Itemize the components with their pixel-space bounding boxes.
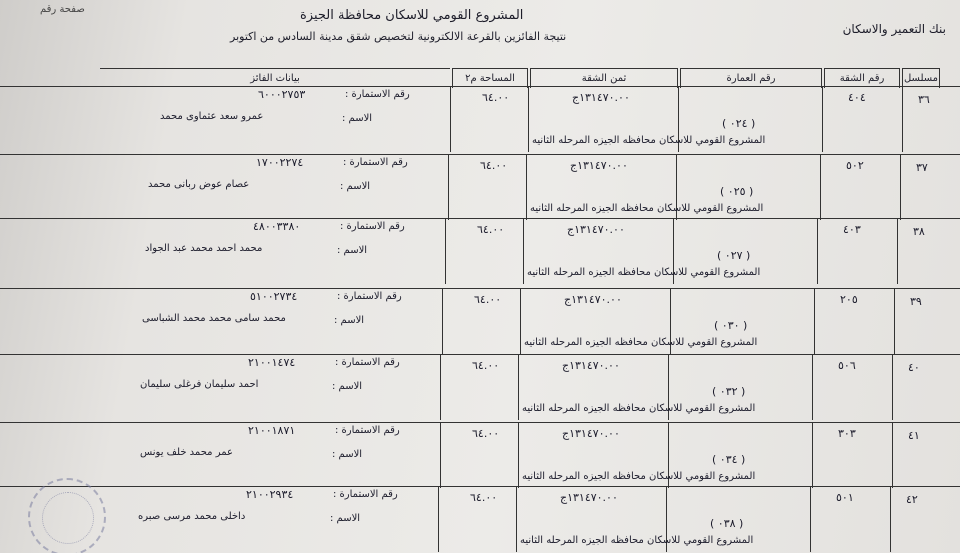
table-row (0, 218, 960, 284)
column-divider (810, 487, 811, 552)
area-cell: ٦٤.٠٠ (474, 293, 502, 306)
project-name-cell: المشروع القومي للاسكان محافظه الجيزه المرحله الثانيه (527, 267, 761, 278)
form-no-value: ٢١٠٠٢٩٣٤ (246, 488, 294, 501)
column-divider (902, 87, 903, 152)
table-row (0, 154, 960, 220)
official-stamp (28, 478, 106, 553)
serial-cell: ٤٠ (908, 361, 920, 374)
column-divider (814, 289, 815, 354)
document-subtitle: نتيجة الفائزين بالقرعة الالكترونية لتخصيص شقق مدينة السادس من اكتوبر (230, 30, 567, 43)
table-row (0, 86, 960, 152)
form-no-value: ٤٨٠٠٣٣٨٠ (253, 220, 301, 233)
applicant-name: محمد سامى محمد محمد الشباسى (142, 313, 286, 324)
applicant-name: احمد سليمان فرغلى سليمان (140, 379, 259, 390)
serial-cell: ٣٨ (913, 225, 925, 238)
name-label: الاسم : (334, 315, 365, 326)
form-no-label: رقم الاستمارة : (333, 489, 398, 500)
column-divider (440, 423, 441, 488)
building-no-cell: ( ٠٣٤ ) (712, 453, 746, 466)
column-divider (523, 219, 524, 284)
table-row (0, 486, 960, 552)
column-divider (518, 423, 519, 488)
column-header-apartment-no: رقم الشقة (824, 68, 900, 88)
area-cell: ٦٤.٠٠ (472, 427, 500, 440)
form-no-value: ٦٠٠٠٢٧٥٣ (258, 88, 306, 101)
column-divider (817, 219, 818, 284)
name-label: الاسم : (330, 513, 361, 524)
bank-name: بنك التعمير والاسكان (842, 22, 946, 36)
area-cell: ٦٤.٠٠ (470, 491, 498, 504)
apartment-no-cell: ٣٠٣ (838, 427, 856, 440)
column-divider (516, 487, 517, 552)
price-cell: ١٣١٤٧٠.٠٠ج (562, 359, 620, 372)
building-no-cell: ( ٠٣٨ ) (710, 517, 744, 530)
column-divider (820, 155, 821, 220)
area-cell: ٦٤.٠٠ (480, 159, 508, 172)
applicant-name: عصام عوض ربانى محمد (148, 179, 250, 190)
column-divider (900, 155, 901, 220)
serial-cell: ٤١ (908, 429, 920, 442)
column-header-area: المساحة م٢ (452, 68, 528, 88)
table-row (0, 354, 960, 420)
area-cell: ٦٤.٠٠ (477, 223, 505, 236)
column-divider (442, 289, 443, 354)
name-label: الاسم : (332, 449, 363, 460)
column-divider (445, 219, 446, 284)
document-title: المشروع القومي للاسكان محافظة الجيزة (300, 8, 524, 23)
serial-cell: ٣٩ (910, 295, 922, 308)
apartment-no-cell: ٤٠٤ (848, 91, 866, 104)
area-cell: ٦٤.٠٠ (472, 359, 500, 372)
apartment-no-cell: ٢٠٥ (840, 293, 858, 306)
project-name-cell: المشروع القومي للاسكان محافظه الجيزه المرحله الثانيه (532, 135, 766, 146)
column-divider (812, 355, 813, 420)
table-row (0, 288, 960, 354)
column-divider (440, 355, 441, 420)
building-no-cell: ( ٠٣٠ ) (714, 319, 748, 332)
name-label: الاسم : (340, 181, 371, 192)
column-divider (520, 289, 521, 354)
applicant-name: عمر محمد خلف يونس (140, 447, 233, 458)
price-cell: ١٣١٤٧٠.٠٠ج (567, 223, 625, 236)
form-no-value: ٥١٠٠٢٧٣٤ (250, 290, 298, 303)
serial-cell: ٣٧ (916, 161, 928, 174)
name-label: الاسم : (332, 381, 363, 392)
area-cell: ٦٤.٠٠ (482, 91, 510, 104)
column-header-building-no: رقم العمارة (680, 68, 822, 88)
form-no-label: رقم الاستمارة : (335, 357, 400, 368)
project-name-cell: المشروع القومي للاسكان محافظه الجيزه المرحله الثانيه (530, 203, 764, 214)
name-label: الاسم : (342, 113, 373, 124)
form-no-value: ١٧٠٠٢٢٧٤ (256, 156, 304, 169)
serial-cell: ٤٢ (906, 493, 918, 506)
column-divider (890, 487, 891, 552)
apartment-no-cell: ٥٠٢ (846, 159, 864, 172)
project-name-cell: المشروع القومي للاسكان محافظه الجيزه المرحله الثانيه (524, 337, 758, 348)
column-divider (894, 289, 895, 354)
column-divider (528, 87, 529, 152)
price-cell: ١٣١٤٧٠.٠٠ج (564, 293, 622, 306)
form-no-label: رقم الاستمارة : (345, 89, 410, 100)
apartment-no-cell: ٥٠١ (836, 491, 854, 504)
column-divider (892, 423, 893, 488)
price-cell: ١٣١٤٧٠.٠٠ج (560, 491, 618, 504)
building-no-cell: ( ٠٢٤ ) (722, 117, 756, 130)
form-no-label: رقم الاستمارة : (340, 221, 405, 232)
page-number-label: صفحة رقم (40, 4, 85, 15)
apartment-no-cell: ٤٠٣ (843, 223, 861, 236)
building-no-cell: ( ٠٢٥ ) (720, 185, 754, 198)
serial-cell: ٣٦ (918, 93, 930, 106)
building-no-cell: ( ٠٢٧ ) (717, 249, 751, 262)
column-divider (892, 355, 893, 420)
column-divider (897, 219, 898, 284)
applicant-name: داخلى محمد مرسى صبره (138, 511, 246, 522)
building-no-cell: ( ٠٣٢ ) (712, 385, 746, 398)
form-no-label: رقم الاستمارة : (343, 157, 408, 168)
price-cell: ١٣١٤٧٠.٠٠ج (572, 91, 630, 104)
project-name-cell: المشروع القومي للاسكان محافظه الجيزه المرحله الثانيه (520, 535, 754, 546)
applicant-name: عمرو سعد عثماوى محمد (160, 111, 264, 122)
column-header-serial: مسلسل (902, 68, 940, 88)
column-header-winner-data: بيانات الفائز (100, 68, 450, 88)
column-divider (822, 87, 823, 152)
column-divider (518, 355, 519, 420)
form-no-value: ٢١٠٠١٤٧٤ (248, 356, 296, 369)
form-no-label: رقم الاستمارة : (335, 425, 400, 436)
price-cell: ١٣١٤٧٠.٠٠ج (570, 159, 628, 172)
form-no-label: رقم الاستمارة : (337, 291, 402, 302)
table-row (0, 422, 960, 488)
column-divider (812, 423, 813, 488)
project-name-cell: المشروع القومي للاسكان محافظه الجيزه المرحله الثانيه (522, 471, 756, 482)
applicant-name: محمد احمد محمد عبد الجواد (145, 243, 263, 254)
form-no-value: ٢١٠٠١٨٧١ (248, 424, 296, 437)
name-label: الاسم : (337, 245, 368, 256)
column-divider (450, 87, 451, 152)
apartment-no-cell: ٥٠٦ (838, 359, 856, 372)
column-divider (448, 155, 449, 220)
column-divider (438, 487, 439, 552)
column-divider (526, 155, 527, 220)
column-header-price: ثمن الشقة (530, 68, 678, 88)
project-name-cell: المشروع القومي للاسكان محافظه الجيزه المرحله الثانيه (522, 403, 756, 414)
price-cell: ١٣١٤٧٠.٠٠ج (562, 427, 620, 440)
